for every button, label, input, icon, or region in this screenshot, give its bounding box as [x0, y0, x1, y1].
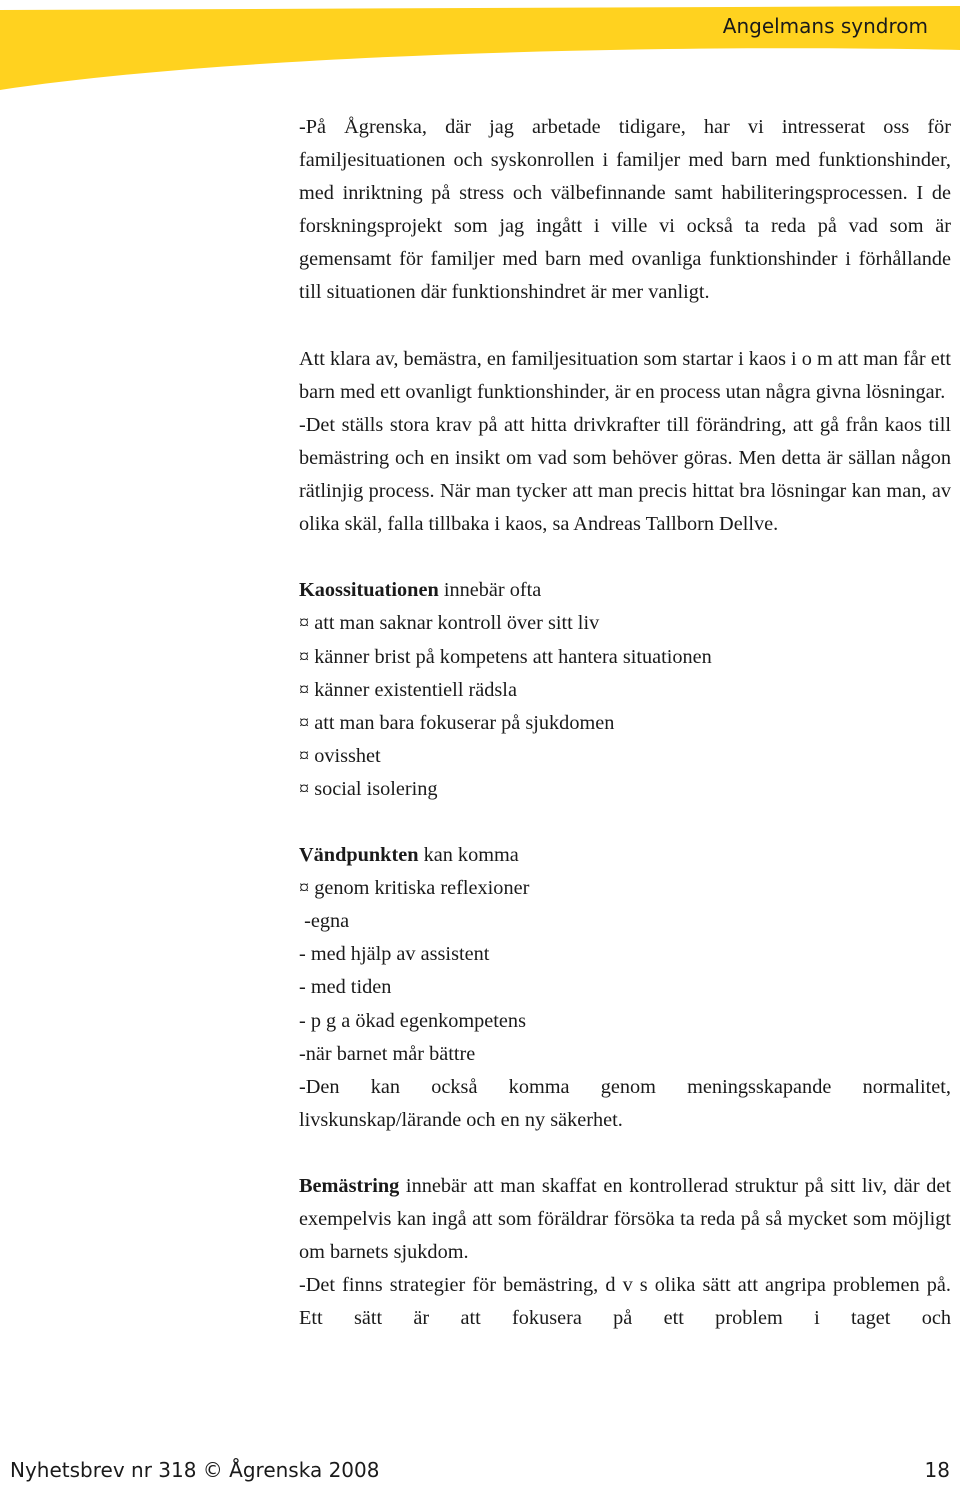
kaos-heading-rest: innebär ofta: [438, 579, 542, 602]
bem-heading-bold: Bemästring: [299, 1175, 400, 1197]
header-title: Angelmans syndrom: [722, 14, 928, 38]
list-item: - med hjälp av assistent: [299, 943, 490, 966]
list-item: -när barnet mår bättre: [299, 1042, 476, 1065]
strategier-paragraph: [299, 1269, 951, 1335]
vand-heading-rest: kan komma: [418, 844, 519, 867]
list-item: ¤ genom kritiska reflexioner: [299, 877, 530, 900]
list-item: ¤ ovisshet: [299, 744, 381, 767]
kaos-heading-bold: Kaossituationen: [299, 579, 439, 602]
list-item: -egna: [299, 910, 350, 933]
list-item: ¤ att man saknar kontroll över sitt liv: [299, 612, 600, 635]
page-number: 18: [924, 1458, 950, 1482]
bemastring-paragraph: [299, 1170, 951, 1269]
paragraph-intro: -På Ågrenska, där jag arbetade tidigare, har vi intresserat oss för familjesituationen och syskonrollen i familjer med barn med funktionshinder, med inriktning på stress och välbefinnande samt habiliteringsprocessen. I de forskningsprojekt som jag ingått i ville vi också ta reda på vad som är gemensamt för familjer med barn med ovanliga funktionshinder i förhållande till situationen där funktionshindret är mer vanligt.: [299, 116, 951, 304]
vand-closing: -Den kan också komma genom meningsskapande normalitet, livskunskap/lärande och en ny säkerhet.: [299, 1075, 951, 1131]
vand-heading: [299, 839, 951, 872]
list-item: ¤ känner brist på kompetens att hantera situationen: [299, 645, 712, 668]
strategier-text: -Det finns strategier för bemästring, d v s olika sätt att angripa problemen på. Ett sätt är att fokusera på ett problem i taget och: [299, 1274, 951, 1330]
list-item: ¤ social isolering: [299, 777, 438, 800]
article-body: [299, 111, 951, 1335]
list-item: ¤ att man bara fokuserar på sjukdomen: [299, 711, 615, 734]
kaos-heading: [299, 574, 951, 607]
footer-newsletter: Nyhetsbrev nr 318 © Ågrenska 2008: [10, 1458, 380, 1482]
bem-text: innebär att man skaffat en kontrollerad struktur på sitt liv, där det exempelvis kan ingå att som föräldrar försöka ta reda på så mycket som möjligt om barnets sjukdom.: [299, 1175, 951, 1264]
paragraph-bemastra: Att klara av, bemästra, en familjesituation som startar i kaos i o m att man får ett barn med ett ovanligt funktionshinder, är en process utan några givna lösningar.: [299, 347, 951, 403]
list-item: ¤ känner existentiell rädsla: [299, 678, 517, 701]
list-item: - p g a ökad egenkompetens: [299, 1009, 526, 1032]
paragraph-drivkrafter: -Det ställs stora krav på att hitta drivkrafter till förändring, att gå från kaos till bemästring och en insikt om vad som behöver göras. Men detta är sällan någon rätlinjig process. När man tycker att man precis hittat bra lösningar kan man, av olika skäl, falla tillbaka i kaos, sa Andreas Tallborn Dellve.: [299, 413, 951, 536]
list-item: - med tiden: [299, 976, 392, 999]
vand-heading-bold: Vändpunkten: [299, 844, 419, 867]
